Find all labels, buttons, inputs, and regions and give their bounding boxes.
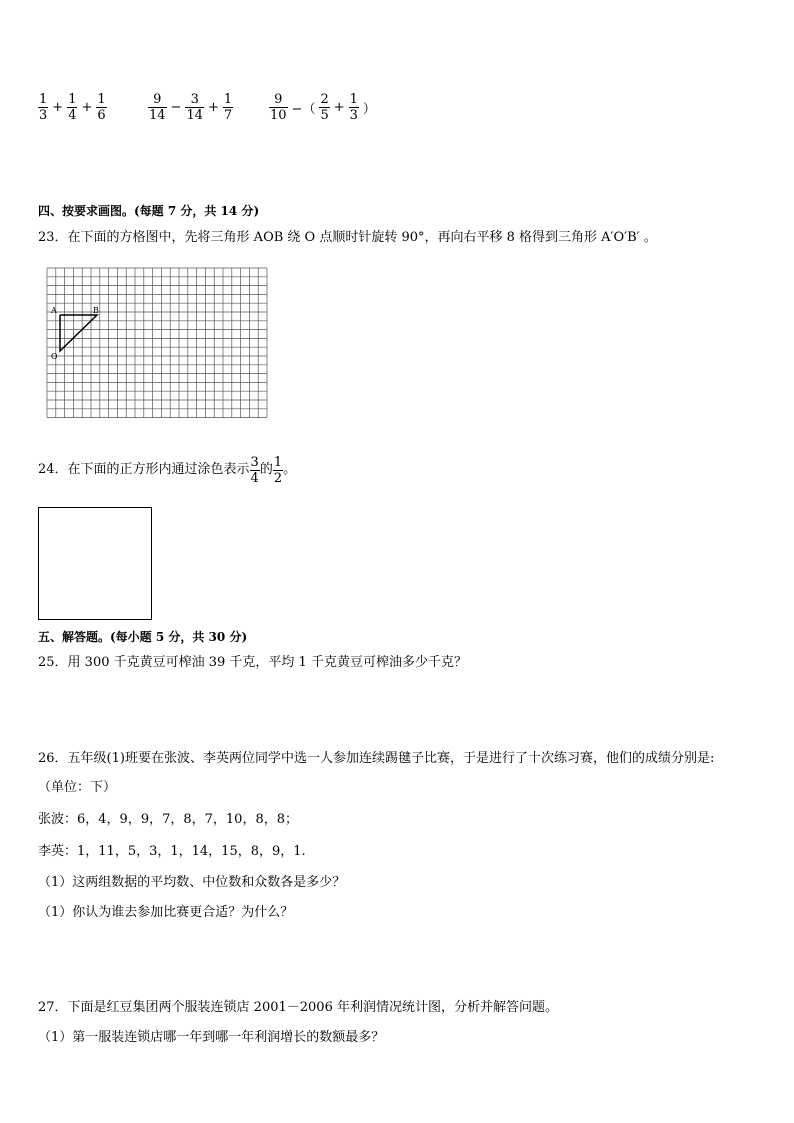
q24-mid: 的	[259, 462, 273, 477]
q24-prefix: 24．在下面的正方形内通过涂色表示	[38, 462, 250, 477]
q26-unit: （单位：下）	[38, 780, 117, 795]
q26-liying-data: 李英：1，11，5，3，1，14，15，8，9，1.	[38, 844, 306, 859]
grid-lines	[47, 268, 267, 418]
operator: +	[208, 99, 219, 115]
operator: +	[52, 99, 64, 115]
question-27: 27．下面是红豆集团两个服装连锁店 2001－2006 年利润情况统计图，分析并解答问题。	[38, 1000, 558, 1015]
fraction: $\frac{1}{3}$	[39, 91, 48, 123]
fraction: $\frac{1}{4}$	[68, 91, 77, 123]
expression-2	[148, 87, 233, 127]
expression-3	[269, 87, 380, 127]
operator: −（	[291, 101, 316, 117]
question-23: 23．在下面的方格图中，先将三角形 AOB 绕 O 点顺时针旋转 90°，再向右平移 8 格得到三角形 A′O′B′ 。	[38, 230, 657, 245]
question-24	[38, 452, 296, 488]
expression-1	[38, 87, 107, 127]
label-o: O	[51, 352, 58, 361]
triangle-aob	[60, 315, 97, 351]
fraction-one-half: $\frac{1}{2}$	[273, 454, 283, 486]
label-b: B	[93, 306, 99, 315]
operator: −	[170, 99, 182, 115]
question-25: 25．用 300 千克黄豆可榨油 39 千克，平均 1 千克黄豆可榨油多少千克？	[38, 655, 467, 670]
label-a: A	[51, 306, 57, 315]
fraction: $\frac{9}{10}$	[270, 91, 287, 123]
drawing-square[interactable]	[38, 507, 152, 620]
q26-sub-1: （1）这两组数据的平均数、中位数和众数各是多少？	[38, 875, 346, 890]
question-26: 26．五年级(1)班要在张波、李英两位同学中选一人参加连续踢毽子比赛，于是进行了十次练习赛，他们的成绩分别是:	[38, 751, 715, 766]
section-4-title: 四、按要求画图。(每题 7 分，共 14 分)	[38, 204, 260, 218]
operator: ）	[362, 101, 376, 117]
q27-sub-1: （1）第一服装连锁店哪一年到哪一年利润增长的数额最多？	[38, 1030, 385, 1045]
fraction: $\frac{9}{14}$	[149, 91, 166, 123]
grid-svg	[46, 267, 268, 421]
fraction-three-quarters: $\frac{3}{4}$	[250, 454, 259, 486]
q26-zhangbo-data: 张波：6，4，9，9，7，8，7，10，8，8；	[38, 812, 298, 827]
fraction: $\frac{3}{14}$	[186, 91, 203, 123]
fraction: $\frac{2}{5}$	[320, 91, 329, 123]
fraction: $\frac{1}{3}$	[349, 91, 358, 123]
q26-sub-2: （1）你认为谁去参加比赛更合适？为什么？	[38, 905, 294, 920]
grid-figure	[46, 267, 268, 421]
section-5-title: 五、解答题。(每小题 5 分，共 30 分)	[38, 630, 248, 644]
operator: +	[81, 99, 93, 115]
fraction: $\frac{1}{6}$	[97, 91, 106, 123]
operator: +	[333, 99, 345, 115]
fraction: $\frac{1}{7}$	[223, 91, 233, 123]
q24-suffix: 。	[283, 462, 297, 477]
